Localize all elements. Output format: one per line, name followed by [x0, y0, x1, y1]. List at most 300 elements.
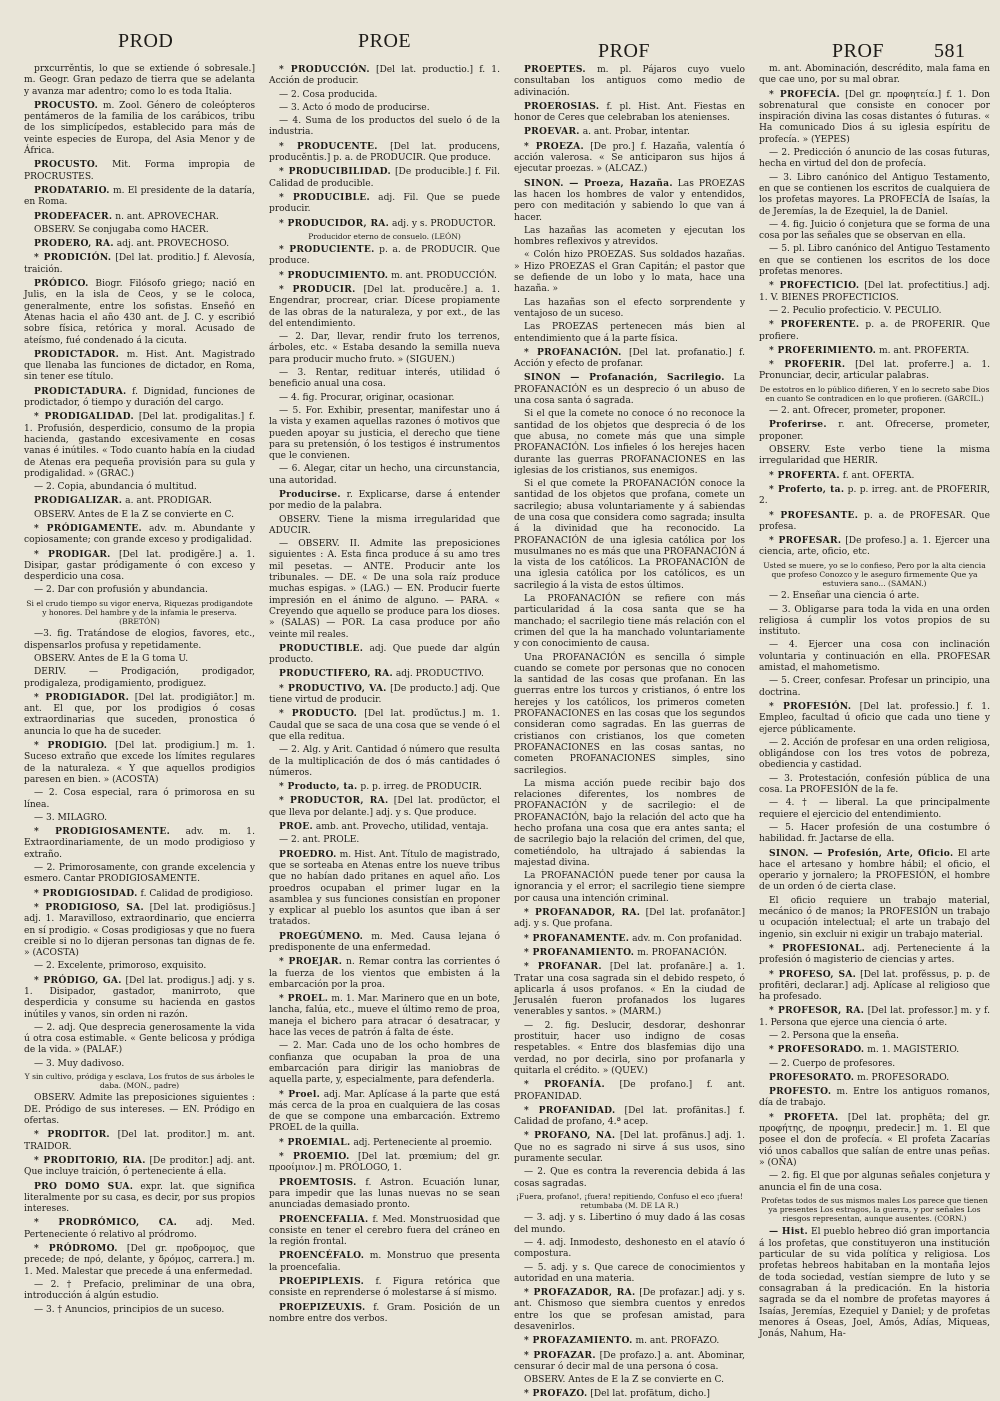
headword: PROCUSTO. [34, 159, 99, 171]
definition: — 2. Que es contra la reverencia debida á las cosas sagradas. [514, 1167, 745, 1189]
headword: * Proferto, ta. [769, 483, 845, 495]
definition: [Del lat. prodigiātor.] m. ant. El que, por los prodigios ó cosas extraordinarias que suceden, pronostica ó anuncia lo que ha de suceder. [24, 692, 255, 737]
headword: PROEPIZEUXIS. [279, 1301, 366, 1313]
dictionary-entry [24, 1059, 255, 1070]
definition: adj. y s. PRODUCTOR. [392, 218, 496, 229]
page-number: 581 [934, 40, 966, 62]
guide-word-third: PROF [598, 40, 651, 62]
dictionary-entry [759, 640, 990, 674]
dictionary-entry [24, 252, 255, 276]
dictionary-entry [759, 1031, 990, 1042]
definition: Biogr. Filósofo griego; nació en Julis, en la isla de Ceos, y se le coloca, generalmente, entre los sofistas. Enseñó en Atenas hacia el año 430 ant. de J. C. y escribió sobre física, retórica y moral. Acusado de ateísmo, fué condenado á la cicuta. [24, 279, 255, 346]
definition: [Del lat. profanatio.] f. Acción y efecto de profanar. [514, 347, 745, 370]
dictionary-entry [269, 668, 500, 680]
dictionary-entry [24, 211, 255, 223]
definition: [Del lat. proferre.] a. 1. Pronunciar, decir, articular palabras. [759, 360, 990, 382]
dictionary-entry [24, 902, 255, 959]
dictionary-entry [24, 961, 255, 972]
headword: * PROFESAR. [769, 535, 842, 547]
dictionary-entry [759, 406, 990, 417]
definition: Mit. Forma impropia de PROCRUSTES. [24, 160, 255, 182]
headword: * PROFANAR. [524, 961, 602, 973]
dictionary-entry [514, 322, 745, 345]
dictionary-entry [514, 479, 745, 592]
definition: p. a. de PROFERIR. Que profiere. [759, 320, 990, 342]
definition: — 2. Enseñar una ciencia ó arte. [769, 591, 920, 602]
definition: adv. m. 1. Extraordinariamente, de un modo prodigioso y extraño. [24, 827, 255, 860]
definition: La PROFANACIÓN puede tener por causa la ignorancia y el error; el sacrilegio tiene siempre por causa una intención criminal. [514, 871, 745, 904]
dictionary-entry [514, 871, 745, 905]
headword: * PROFESORADO. [769, 1044, 865, 1056]
dictionary-entry [514, 907, 745, 931]
definition: La PROFANACIÓN es un desprecio ó un abuso de una cosa santa ó sagrada. [514, 373, 745, 407]
dictionary-entry [269, 244, 500, 268]
definition: [Del lat. prœmium; del gr. προοίμιον.] m. PRÓLOGO, 1. [269, 1152, 500, 1174]
headword: SINON. — Profesión, Arte, Oficio. [769, 847, 954, 859]
dictionary-entry [514, 1021, 745, 1077]
definition: — 2. ant. Ofrecer, prometer, proponer. [769, 406, 946, 417]
definition: a. ant. Probar, intentar. [582, 127, 690, 138]
dictionary-entry [24, 1093, 255, 1127]
definition: f. Gram. Posición de un nombre entre dos verbos. [269, 1302, 500, 1324]
headword: PROFESTO. [769, 1086, 832, 1098]
dictionary-entry [24, 813, 255, 824]
definition: « Colón hizo PROEZAS. Sus soldados hazañas. » Hizo PROEZAS el Gran Capitán; el pastor que se defiende de un lobo y lo mata, hace una hazaña. » [514, 250, 745, 295]
column-1 [24, 64, 255, 1349]
dictionary-entry [269, 166, 500, 190]
definition: — 5. adj. y s. Que carece de conocimientos y autoridad en una materia. [514, 1262, 745, 1284]
dictionary-entry [759, 1044, 990, 1056]
definition: Si el que la comete no conoce ó no reconoce la santidad de los objetos que desprecia ó de los que abusa, no comete más que una simple PROFANACIÓN. Los infieles ó los herejes hacen durante las guerras PROFANACIONES en las iglesias de los cristianos, sus enemigos. [514, 409, 745, 476]
headword: PROENCÉFALO. [279, 1250, 365, 1262]
headword: PRODERO, RA. [34, 238, 114, 250]
dictionary-entry [759, 445, 990, 468]
definition: — 2. Primorosamente, con grande excelencia y esmero. Cantar PRODIGIOSAMENTE. [24, 863, 255, 885]
dictionary-entry [269, 1302, 500, 1326]
dictionary-entry [759, 359, 990, 383]
dictionary-entry [514, 126, 745, 138]
definition: m. PROFESORADO. [857, 1072, 950, 1083]
dictionary-entry [24, 349, 255, 384]
dictionary-entry [24, 1217, 255, 1241]
definition: OBSERV. Admite las preposiciones siguientes : DE. Pródigo de sus intereses. — EN. Pródigo en ofertas. [24, 1093, 255, 1127]
dictionary-entry [759, 306, 990, 317]
dictionary-entry [759, 823, 990, 846]
quotation: De estotros en lo público difieren, Y en lo secreto sabe Dios en cuanto Se contradicen en lo que profieren. (GARCIL.) [759, 384, 990, 403]
dictionary-entry [514, 1335, 745, 1347]
definition: f. Calidad de prodigioso. [140, 888, 254, 899]
definition: Las hazañas son el efecto sorprendente y ventajoso de un suceso. [514, 297, 745, 319]
definition: Una PROFANACIÓN es sencilla ó simple cuando se comete por personas que no conocen la santidad de las cosas que profanan. En las guerras entre los turcos y cristianos, ó entre los herejes y los católicos, los primeros cometen PROFANACIONES en las cosas que los segundos consideran como sagradas. En las guerras de cristianos con cristianos, los que cometen PROFANACIONES en las cosas santas, no cometen PROFANACIONES simples, sino sacrilegios. [514, 652, 745, 776]
definition: adj. Fil. Que se puede producir. [269, 192, 500, 215]
dictionary-entry [24, 1155, 255, 1179]
headword: — Hist. [769, 1226, 808, 1238]
definition: m. Hist. Ant. Magistrado que llenaba las funciones de dictador, en Roma, sin tener ese título. [24, 349, 255, 383]
dictionary-entry [514, 347, 745, 371]
definition: [Del lat. profanāre.] a. 1. Tratar una cosa sagrada sin el debido respeto, ó aplicarla á usos profanos. « En la ciudad de Jerusalén fueron profanados los lugares venerables y santos. » (MARM.) [514, 962, 746, 1018]
definition: — 2. Dar con profusión y abundancia. [34, 585, 208, 596]
headword: * PROFESIÓN. [769, 700, 852, 712]
headword: * PROFERENTE. [769, 319, 860, 331]
definition: adj. PRODUCTIVO. [395, 669, 484, 680]
dictionary-entry [269, 708, 500, 743]
dictionary-entry [759, 280, 990, 304]
dictionary-entry [759, 510, 990, 534]
definition: [Del lat. prodūctor, el que lleva por delante.] adj. y s. Que produce. [269, 796, 500, 818]
headword: * PROFAZAMIENTO. [524, 1335, 633, 1347]
dictionary-entry [24, 278, 255, 347]
headword: * PRODIGIADOR. [34, 691, 130, 703]
dictionary-entry [269, 931, 500, 955]
guide-word-second: PROE [358, 30, 412, 52]
definition: Las PROEZAS pertenecen más bien al entendimiento que á la parte física. [514, 322, 745, 344]
dictionary-entry [514, 1350, 745, 1374]
definition: — 4. Ejercer una cosa con inclinación voluntaria y continuación en ella. PROFESAR amistad, el mahometismo. [759, 640, 990, 674]
headword: * PRODIGIOSO, SA. [34, 901, 144, 913]
dictionary-entry [514, 141, 745, 176]
definition: [Del lat. professio.] f. 1. Empleo, facultad ú oficio que cada uno tiene y ejerce públicamente. [759, 701, 990, 735]
headword: * PRÓDIGO, GA. [34, 974, 122, 986]
definition: [Del lat. prodigalitas.] f. 1. Profusión, desperdicio, consumo de la propia hacienda, gastando excesivamente en cosas vanas é inútiles. « Todo cuanto había en la ciudad de Atenas era pequeña provisión para su gula y prodigalidad. » (GRAC.) [24, 412, 255, 479]
definition: — 2. fig. Deslucir, desdorar, deshonrar prostituir, hacer uso indigno de cosas respetables. « Entre dos blasfemias dijo una verdad, no por decirla, sino por profanarla y quitarla el crédito. » (QUEV.) [514, 1020, 745, 1076]
dictionary-entry [759, 89, 990, 146]
definition: p. a. de PROFESAR. Que profesa. [759, 510, 991, 532]
dictionary-entry [759, 676, 990, 699]
dictionary-entry [269, 218, 500, 230]
headword: * PRODRÓMICO, CA. [34, 1217, 178, 1229]
definition: — 5. pl. Libro canónico del Antiguo Testamento en que se contienen los escritos de los doce profetas menores. [759, 244, 990, 278]
definition: — 2. Copia, abundancia ó multitud. [34, 482, 197, 493]
dictionary-entry [269, 1276, 500, 1300]
headword: * PRODUCTIVO, VA. [279, 682, 387, 694]
headword: * PROFAZO. [524, 1388, 588, 1400]
dictionary-entry [514, 178, 745, 224]
dictionary-entry [24, 667, 255, 690]
dictionary-entry [514, 779, 745, 869]
definition: — 3. adj. y s. Libertino ó muy dado á las cosas del mundo. [514, 1213, 745, 1235]
definition: [De producible.] f. Fil. Calidad de producible. [269, 167, 500, 189]
definition: — 2. Peculio profecticio. V. PECULIO. [769, 305, 942, 316]
headword: * PRODUCENTE. [279, 140, 378, 152]
definition: [Del lat. profanātor.] adj. y s. Que profana. [514, 908, 745, 930]
dictionary-entry [759, 319, 990, 343]
dictionary-entry [759, 173, 990, 218]
definition: r. ant. Ofrecerse, prometer, proponer. [759, 420, 990, 442]
dictionary-entry [269, 1151, 500, 1175]
headword: * PROFETA. [769, 1111, 839, 1123]
dictionary-entry [24, 1129, 255, 1153]
headword: * PROEL. [279, 993, 329, 1005]
definition: p. p. irreg. ant. de PROFERIR, 2. [759, 484, 990, 507]
dictionary-entry [24, 740, 255, 786]
headword: PRODICTADOR. [34, 348, 120, 360]
dictionary-entry [269, 64, 500, 88]
dictionary-entry [24, 64, 255, 98]
dictionary-entry [269, 821, 500, 833]
definition: — 2. Cuerpo de profesores. [769, 1058, 896, 1069]
dictionary-entry [24, 1023, 255, 1057]
dictionary-entry [514, 1213, 745, 1236]
definition: — 2. adj. Que desprecia generosamente la vida ú otra cosa estimable. « Gente belicosa y pródiga de la vida. » (PALAF.) [24, 1022, 255, 1056]
dictionary-entry [24, 975, 255, 1021]
definition: — 2. fig. El que por algunas señales conjetura y anuncia el fin de una cosa. [759, 1171, 990, 1193]
definition: — 2. Dar, llevar, rendir fruto los terrenos, árboles, etc. « Estaba desando la semilla nueva para producir mucho fruto. » (SIGUEN.) [269, 332, 500, 365]
headword: * PRODUCIR. [279, 283, 356, 295]
dictionary-entry [759, 1005, 990, 1029]
dictionary-entry [24, 495, 255, 507]
dictionary-entry [269, 1137, 500, 1149]
dictionary-entry [269, 332, 500, 366]
headword: * PRODUCIBILIDAD. [279, 166, 391, 178]
headword: PRODIGALIZAR. [34, 495, 123, 507]
definition: OBSERV. Antes de E la Z se convierte en C. [34, 509, 235, 520]
definition: [Del lat. proditio.] f. Alevosía, traición. [24, 253, 255, 275]
definition: [Del gr. προδρομος, que precede; de πρό, delante, y δρόμος, carrera.] m. 1. Med. Malestar que precede á una enfermedad. [24, 1244, 255, 1277]
definition: adj. ant. PROVECHOSO. [116, 239, 230, 250]
dictionary-entry [269, 1177, 500, 1212]
definition: f. Dignidad, funciones de prodictador, ó tiempo y duración del cargo. [24, 386, 255, 409]
definition: f. Figura retórica que consiste en reprenderse ó molestarse á sí mismo. [269, 1277, 500, 1299]
headword: * PROFANADOR, RA. [524, 907, 641, 919]
definition: — 2. Acción de profesar en una orden religiosa, obligándose con los tres votos de pobreza, obediencia y castidad. [759, 737, 990, 771]
headword: * PRODIGAR. [34, 548, 111, 560]
headword: * PROFESO, SA. [769, 968, 857, 980]
definition: [Del lat. producĕre.] a. 1. Engendrar, procrear, criar. Dícese propiamente de las obras de la naturaleza, y por ext., de las del entendimiento. [269, 284, 500, 329]
definition: a. ant. PRODIGAR. [125, 496, 212, 507]
definition: m. Hist. Ant. Título de magistrado, que se sorteaba en Atenas entre los nueve tribus que no habían dado pritanes en aquel año. Los proedros ocupaban el primer lugar en la asamblea y sus funciones consistían en proponer y explicar al pueblo los asuntos que iban á ser tratados. [269, 849, 500, 928]
headword: * PROFESOR, RA. [769, 1005, 865, 1017]
dictionary-entry [269, 849, 500, 929]
dictionary-entry [759, 1072, 990, 1084]
dictionary-entry [24, 482, 255, 493]
dictionary-entry [24, 692, 255, 738]
dictionary-entry [759, 148, 990, 171]
definition: n. Remar contra las corrientes ó la fuerza de los vientos que embisten á la embarcación por la proa. [269, 957, 500, 990]
quotation: Usted se muere, yo se lo confieso, Pero por la alta ciencia que profeso Conozco y le aseguro firmemente Que ya estuviera sano... (SAMAN.) [763, 560, 986, 589]
dictionary-entry [759, 774, 990, 797]
dictionary-entry [269, 1214, 500, 1249]
definition: p. a. de PRODUCIR. Que produce. [269, 245, 500, 267]
dictionary-entry [24, 100, 255, 157]
definition: m. ant. PRODUCCIÓN. [391, 270, 497, 281]
dictionary-entry [269, 745, 500, 779]
dictionary-entry [24, 411, 255, 480]
dictionary-entry [24, 1280, 255, 1303]
definition: — 5. Hacer profesión de una costumbre ó habilidad. fr. Jactarse de ella. [759, 822, 990, 845]
dictionary-entry [24, 549, 255, 584]
definition: OBSERV. Antes de E la Z se convierte en C. [524, 1375, 725, 1386]
headword: * PRODIGIOSIDAD. [34, 887, 138, 899]
quotation: Profetas todos de sus mismos males Los parece que tienen ya presentes Los estragos, la guerra, y por señales Los riesgos representan, aunque ausentes. (CORN.) [761, 1195, 988, 1224]
dictionary-entry [759, 64, 990, 87]
headword: * PROFANO, NA. [524, 1130, 616, 1142]
definition: — 3. Rentar, redituar interés, utilidad ó beneficio anual una cosa. [269, 368, 500, 390]
headword: * PRODICIÓN. [34, 252, 112, 264]
headword: * PROFANIDAD. [524, 1104, 616, 1116]
definition: r. Explicarse, darse á entender por medio de la palabra. [269, 490, 500, 512]
dictionary-entry [514, 1105, 745, 1129]
dictionary-entry [514, 961, 745, 1018]
definition: —3. fig. Tratándose de elogios, favores, etc., dispensarlos profusa y repetidamente. [24, 629, 255, 651]
headword: * PRODUCCIÓN. [279, 64, 370, 75]
dictionary-entry [759, 969, 990, 1004]
column-3 [514, 64, 746, 1400]
dictionary-entry [759, 484, 990, 508]
headword: * PRODUCIDOR, RA. [279, 217, 390, 229]
headword: * PROFANACIÓN. [524, 346, 622, 358]
definition: m. 1. Mar. Marinero que en un bote, lancha, falúa, etc., mueve el último remo de proa, maneja el bichero para atracar ó desatracar, y hace las veces de patrón á falta de éste. [269, 994, 500, 1039]
dictionary-entry [269, 539, 500, 641]
dictionary-entry [24, 185, 255, 209]
definition: adv. m. Con profanidad. [632, 933, 742, 944]
headword: PRÓDICO. [34, 278, 89, 290]
dictionary-entry [269, 406, 500, 462]
definition: — 3. Libro canónico del Antiguo Testamento, en que se contienen los escritos de cualquiera de los profetas mayores. La PROFECÍA de Isaías, la de Jeremías, la de Ezequiel, la de Daniel. [759, 172, 990, 217]
headword: * PROEMIO. [279, 1151, 350, 1163]
headword: PROEVAR. [524, 126, 580, 138]
headword: * PRODUCTOR, RA. [279, 795, 389, 807]
headword: * PROFERIMIENTO. [769, 344, 877, 356]
headword: * PROFECÍA. [769, 88, 840, 100]
dictionary-entry [24, 1181, 255, 1216]
headword: PROEROSIAS. [524, 100, 600, 112]
dictionary-entry [24, 510, 255, 521]
dictionary-entry [269, 368, 500, 391]
headword: PRODATARIO. [34, 184, 110, 196]
headword: * PRÓDROMO. [34, 1243, 118, 1255]
definition: OBSERV. Este verbo tiene la misma irregularidad que HERIR. [759, 445, 990, 467]
definition: La misma acción puede recibir bajo dos relaciones diferentes, los nombres de PROFANACIÓN y de sacrilegio: el de PROFANACIÓN, bajo la relación del acto que ha hecho profana una cosa que era antes santa; el de sacrilegio bajo la relación del crimen, del que, cometiéndolo, ha ultrajado á sabiendas la majestad divina. [514, 778, 745, 868]
headword: * PRODUCIBLE. [279, 191, 370, 203]
dictionary-entry [24, 159, 255, 183]
headword: PROEDRO. [279, 848, 337, 860]
definition: p. p. irreg. de PRODUCIR. [360, 782, 482, 793]
dictionary-entry [514, 947, 745, 959]
dictionary-entry [514, 1263, 745, 1286]
headword: PROEPTES. [524, 64, 586, 75]
definition: m. ant. PROFAZO. [635, 1336, 720, 1347]
dictionary-entry [514, 1375, 745, 1386]
definition: — 2. Excelente, primoroso, exquisito. [34, 961, 207, 972]
dictionary-entry [24, 863, 255, 886]
dictionary-entry [514, 594, 745, 650]
definition: [Del lat. profātum, dicho.] [590, 1389, 710, 1400]
headword: * PROFAZAR. [524, 1349, 596, 1361]
definition: — 4. fig. Juicio ó conjetura que se forma de una cosa por las señales que se observan en ella. [759, 219, 990, 242]
dictionary-entry [269, 103, 500, 114]
headword: * PROFAZADOR, RA. [524, 1287, 636, 1299]
dictionary-entry [24, 788, 255, 811]
dictionary-entry [514, 101, 745, 125]
definition: — 2. Cosa producida. [279, 89, 378, 100]
definition: — 2. Cosa especial, rara ó primorosa en su línea. [24, 788, 255, 810]
definition: m. PROFANACIÓN. [637, 947, 727, 958]
dictionary-entry [269, 993, 500, 1039]
definition: f. Astron. Ecuación lunar, para impedir que las lunas nuevas no se sean anunciadas demasiado pronto. [269, 1177, 500, 1211]
headword: * PROFANAMIENTO. [524, 946, 635, 958]
dictionary-entry [269, 781, 500, 793]
quotation: Y sin cultivo, pródiga y esclava, Los frutos de sus árboles le daba. (MON., padre) [24, 1072, 255, 1091]
definition: [Del lat. prodŭctus.] m. 1. Caudal que se saca de una cosa que se vende ó el que ella redituа. [269, 709, 500, 742]
headword: PRODUCTIBLE. [279, 642, 364, 654]
headword: * PRODIGIO. [34, 740, 108, 752]
dictionary-entry [269, 270, 500, 282]
definition: OBSERV. Se conjugaba como HACER. [34, 224, 209, 235]
headword: * PROFANAMENTE. [524, 932, 630, 944]
definition: — 2. ant. PROLE. [279, 835, 360, 846]
dictionary-entry [759, 605, 990, 639]
definition: [De pro.] f. Hazaña, valentía ó acción valerosa. « Se anticiparon sus hijos á ejecutar proezas. » (ALCAZ.) [514, 141, 745, 175]
definition: [Del gr. προφητεία.] f. 1. Don sobrenatural que consiste en conocer por inspiración divina las cosas distantes ó futuras. « Ha comunicado Dios á su iglesia espíritu de profecía. » (YEPES) [759, 89, 990, 145]
definition: — 5. Creer, confesar. Profesar un principio, una doctrina. [759, 676, 990, 698]
definition: [Del lat. profĕssus, p. p. de profitēri, declarar.] adj. Aplícase al religioso que ha profesado. [759, 969, 990, 1003]
definition: adj. Perteneciente al proemio. [353, 1137, 493, 1148]
columns [24, 64, 991, 1400]
dictionary-entry [759, 470, 990, 482]
definition: amb. ant. Provecho, utilidad, ventaja. [315, 822, 489, 833]
definition: m. pl. Pájaros cuyo vuelo consultaban los antiguos como medio de adivinación. [514, 65, 745, 98]
dictionary-entry [759, 1059, 990, 1070]
definition: f. pl. Hist. Ant. Fiestas en honor de Ceres que celebraban los atenienses. [514, 101, 745, 124]
headword: PRODUCTIFERO, RA. [279, 668, 393, 680]
definition: Si el que comete la PROFANACIÓN conoce la santidad de los objetos que profana, comete un sacrilegio; abusa voluntariamente y á sabiendas de una cosa que considera como sagrada; insulta á la divinidad que ha reconocido. La PROFANACIÓN de una iglesia católica por los musulmanes no es más que una PROFANACIÓN á la vista de los católicos. La PROFANACIÓN de una iglesia católica por los católicos, es un sacrilegio á la vista de estos últimos. [514, 479, 745, 591]
definition: f. ant. OFERTA. [842, 470, 915, 481]
headword: * Proel. [279, 1088, 321, 1100]
definition: El pueblo hebreo dió gran importancia á los profetas, que constituyeron una institución particular de su vida política y religiosa. Los profetas hebreos habitaban en la montaña lejos de toda sociedad, vestían siempre de luto y se consagraban á la predicación. En la historia sagrada se da el nombre de profetas mayores á Isaías, Jeremías, Ezequiel y Daniel; y de profetas menores á Oseas, Joel, Amós, Adías, Miqueas, Jonás, Nahum, Ha- [759, 1227, 990, 1340]
definition: — 2. † Prefacio, preliminar de una obra, introducción á algún estudio. [24, 1279, 255, 1302]
headword: PRO DOMO SUA. [34, 1180, 134, 1192]
definition: — 2. Mar. Cada uno de los ocho hombres de confianza que ocupaban la proa de una embarcación para dirigir las maniobras de aquella parte, y, especialmente, para defenderla. [269, 1041, 500, 1086]
definition: El oficio requiere un trabajo material, mecánico ó de manos; la PROFESIÓN un trabajo u ocupación intelectual; el arte un trabajo del ingenio, sin excluir ni exigir un trabajo material. [759, 895, 990, 940]
dictionary-entry [759, 535, 990, 559]
definition: — 5. For. Exhibir, presentar, manifestar uno á la vista y examen aquellas razones ó motivos que pueden apoyar su justicia, el derecho que tiene para su pretensión, ó los testigos é instrumentos que le convienen. [269, 405, 500, 462]
headword: * PROEZA. [524, 140, 585, 152]
definition: adj. Mar. Aplícase á la parte que está más cerca de la proa en cualquiera de las cosas de que se compone una embarcación. Extremo PROEL de la quilla. [269, 1089, 500, 1134]
dictionary-entry [24, 654, 255, 665]
dictionary-entry [269, 835, 500, 846]
definition: adj. Que puede dar algún producto. [269, 643, 500, 666]
headword: PROCUSTO. [34, 99, 99, 111]
definition: f. Med. Monstruosidad que consiste en tener el cerebro fuera del cráneo en la región frontal. [269, 1214, 500, 1248]
headword: * PRÓDIGAMENTE. [34, 522, 142, 534]
dictionary-entry [24, 523, 255, 547]
dictionary-entry [24, 386, 255, 410]
dictionary-entry [759, 1226, 990, 1340]
dictionary-entry [514, 1388, 745, 1400]
definition: — 4. adj. Inmodesto, deshonesto en el atavío ó compostura. [514, 1237, 745, 1260]
dictionary-entry [24, 888, 255, 900]
headword: PROE. [279, 821, 313, 833]
definition: [Del lat. prophēta; del gr. προφήτης, de προφημι, predecir.] m. 1. El que posee el don de profecía. « El profeta Zacarías vió unos caballos que salían de entre unas peñas. » (OÑA) [759, 1112, 990, 1168]
dictionary-entry [759, 738, 990, 772]
definition: [De producto.] adj. Que tiene virtud de producir. [269, 683, 500, 706]
definition: — 2. Predicción ó anuncio de las cosas futuras, hecha en virtud del don de profecía. [759, 148, 990, 170]
definition: m. El presidente de la dataría, en Roma. [24, 185, 255, 208]
headword: PROEMTOSIS. [279, 1176, 357, 1188]
dictionary-entry [514, 372, 745, 407]
headword: PRODICTADURA. [34, 385, 127, 397]
definition: m. Med. Causa lejana ó predisponente de una enfermedad. [269, 931, 500, 953]
headword: * Producto, ta. [279, 781, 358, 793]
headword: SINON — Profanación, Sacrilegio. [524, 372, 725, 384]
guide-word-left: PROD [118, 30, 174, 52]
dictionary-entry [514, 933, 745, 945]
quotation: ¡Fuera, profano!, ¡fuera! repitiendo, Confuso el eco ¡fuera! retumbaba (M. DE LA R.) [515, 1191, 744, 1211]
definition: [Del lat. profectitius.] adj. 1. V. BIENES PROFECTICIOS. [759, 281, 990, 303]
definition: [Del lat. productio.] f. 1. Acción de producir. [269, 65, 500, 87]
dictionary-entry [514, 64, 745, 99]
headword: PROENCEFALIA. [279, 1213, 369, 1225]
